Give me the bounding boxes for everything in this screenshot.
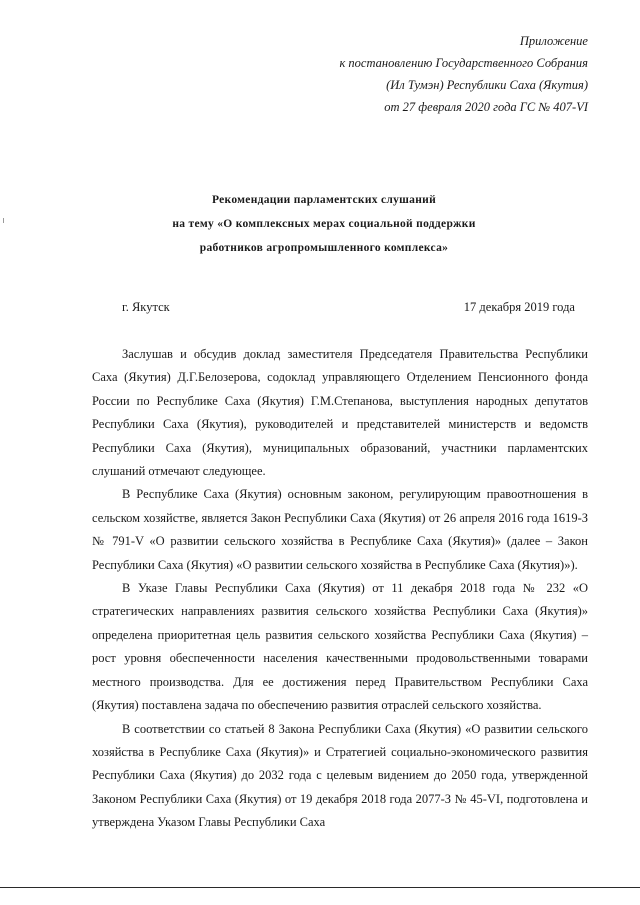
document-date: 17 декабря 2019 года <box>463 300 575 314</box>
document-body <box>92 343 588 835</box>
annex-header <box>339 30 588 118</box>
annex-line: к постановлению Государственного Собрания <box>339 56 588 70</box>
title-line: Рекомендации парламентских слушаний <box>211 194 437 206</box>
body-paragraph: В Указе Главы Республики Саха (Якутия) от 11 декабря 2018 года № 232 «О стратегических направлениях развития сельского хозяйства Республики Саха (Якутия)» определена приоритетная цель развития сельского хозяйства Республики Саха (Якутия) – рост уровня обеспеченности населения качественными продовольственными товарами местного производства. Для ее достижения перед Правительством Республики Саха (Якутия) поставлена задача по обеспечению развития отраслей сельского хозяйства. <box>92 581 588 713</box>
body-paragraph: В соответствии со статьей 8 Закона Республики Саха (Якутия) «О развитии сельского хозяйства в Республике Саха (Якутия)» и Стратегией социально-экономического развития Республики Саха (Якутия) до 2032 года с целевым видением до 2050 года, утвержденной Законом Республики Саха (Якутия) от 19 декабря 2018 года 2077-З № 45-VI, подготовлена и утверждена Указом Главы Республики Саха <box>92 721 588 830</box>
annex-line: Приложение <box>519 34 588 48</box>
title-line: работников агропромышленного комплекса» <box>199 242 449 254</box>
page-bottom-rule <box>0 887 640 888</box>
title-line: на тему «О комплексных мерах социальной поддержки <box>172 218 476 230</box>
annex-line: (Ил Тумэн) Республики Саха (Якутия) <box>386 78 588 92</box>
body-paragraph: Заслушав и обсудив доклад заместителя Председателя Правительства Республики Саха (Якутия) Д.Г.Белозерова, содоклад управляющего Отделением Пенсионного фонда России по Республике Саха (Якутия) Г.М.Степанова, выступления народных депутатов Республики Саха (Якутия), руководителей и представителей министерств и ведомств Республики Саха (Якутия), муниципальных образований, участники парламентских слушаний отмечают следующее. <box>92 347 588 479</box>
annex-line: от 27 февраля 2020 года ГС № 407-VI <box>384 100 588 114</box>
document-place: г. Якутск <box>122 300 170 314</box>
document-title <box>60 188 588 260</box>
body-paragraph: В Республике Саха (Якутия) основным законом, регулирующим правоотношения в сельском хозяйстве, является Закон Республики Саха (Якутия) от 26 апреля 2016 года 1619-З № 791-V «О развитии сельского хозяйства в Республике Саха (Якутия)» (далее – Закон Республики Саха (Якутия) «О развитии сельского хозяйства в Республике Саха (Якутия)»). <box>92 487 588 572</box>
scan-mark <box>3 218 4 223</box>
